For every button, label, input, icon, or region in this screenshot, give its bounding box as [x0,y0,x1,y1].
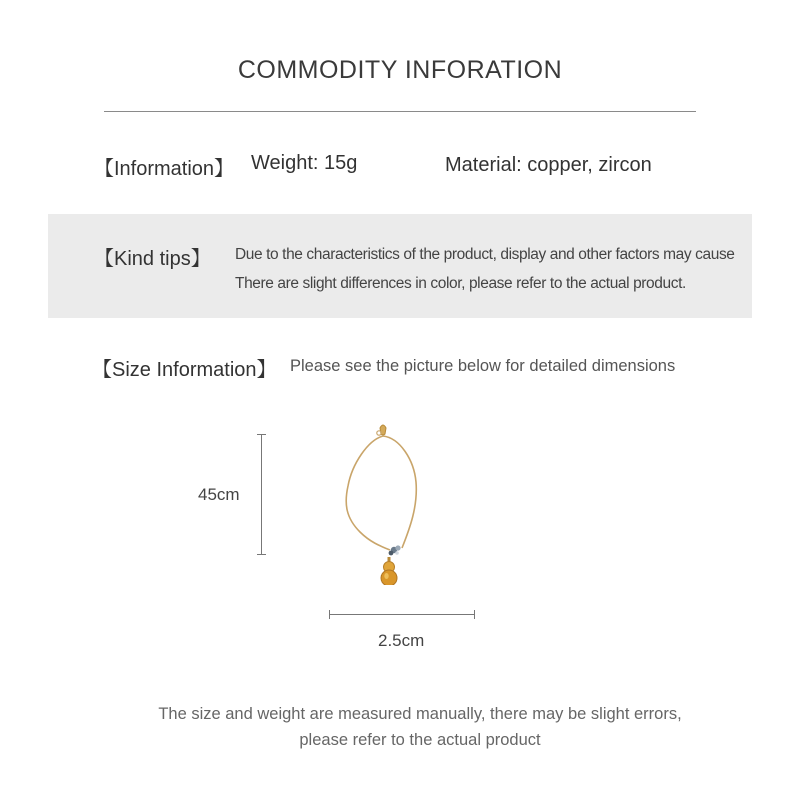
size-information-note: Please see the picture below for detailed dimensions [290,357,676,375]
title-divider [104,111,696,112]
kind-tips-panel [48,214,752,318]
information-label: 【Information】 [94,158,235,180]
kind-tips-label: 【Kind tips】 [94,248,211,270]
zircon-charm [389,545,401,555]
length-dimension-label: 45cm [198,485,240,504]
necklace-product-image [330,420,450,585]
length-dimension-line [261,434,262,555]
size-information-label: 【Size Information】 [92,359,277,381]
weight-value: Weight: 15g [251,152,358,174]
width-dimension-line [329,614,475,615]
kind-tips-line-2: There are slight differences in color, please refer to the actual product. [235,275,686,292]
gourd-pendant [381,557,397,585]
width-dimension-label: 2.5cm [378,631,425,650]
chain-line [346,436,416,550]
footer-note-line-1: The size and weight are measured manually, there may be slight errors, [158,705,682,723]
kind-tips-line-1: Due to the characteristics of the product, display and other factors may cause [235,246,735,263]
page-title: COMMODITY INFORATION [237,56,563,84]
footer-note-line-2: please refer to the actual product [299,731,541,749]
material-value: Material: copper, zircon [445,154,652,176]
